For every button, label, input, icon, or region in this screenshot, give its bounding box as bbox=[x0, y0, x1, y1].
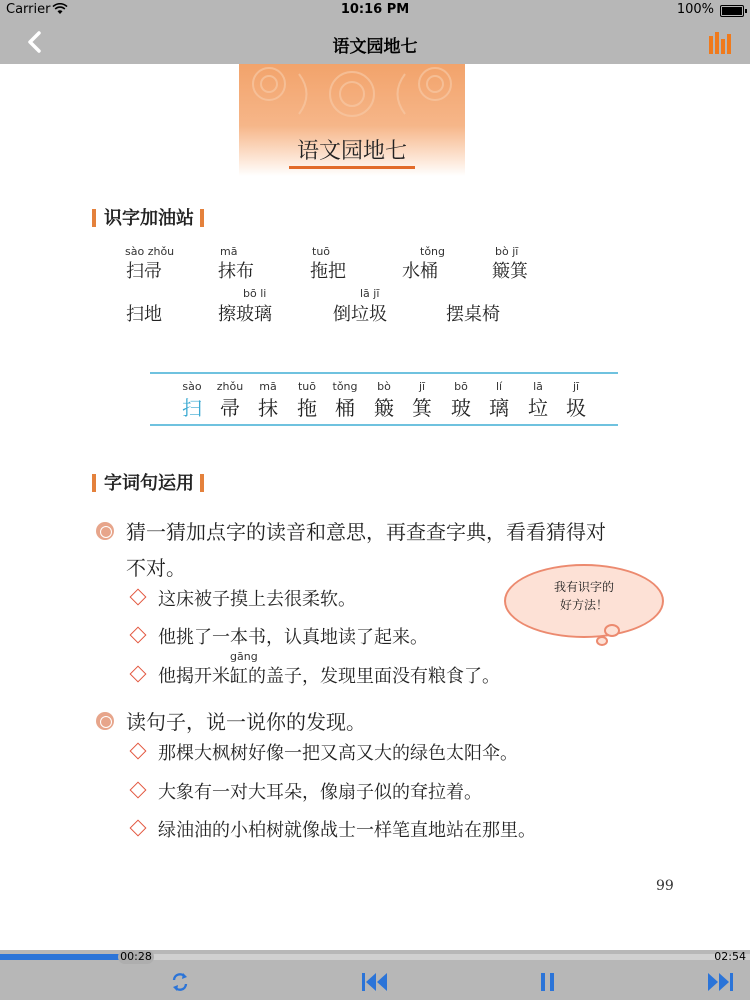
exercise-sentence: 大象有一对大耳朵，像扇子似的耷拉着。 bbox=[158, 782, 482, 803]
heading-bar-left bbox=[92, 209, 96, 227]
exercise-sentence: 绿油油的小柏树就像战士一样笔直地站在那里。 bbox=[158, 820, 536, 841]
banner-pattern bbox=[239, 64, 465, 134]
skip-forward-icon bbox=[705, 968, 735, 996]
bubble-line: 好方法！ bbox=[559, 598, 608, 612]
exercise-sentence: 那棵大枫树好像一把又高又大的绿色太阳伞。 bbox=[158, 743, 518, 764]
carrier-label: Carrier bbox=[6, 2, 51, 17]
word-pinyin: gāng bbox=[230, 650, 258, 663]
word-item: 抹布 bbox=[218, 261, 254, 282]
exercise-number-icon bbox=[96, 522, 114, 540]
pause-icon bbox=[533, 968, 563, 996]
word-pinyin: tǒng bbox=[420, 245, 445, 258]
table-char: 垃 bbox=[528, 396, 548, 420]
progress-knob[interactable]: 00:28 bbox=[118, 950, 154, 964]
section-heading-usage bbox=[86, 469, 212, 495]
heading-bar-left bbox=[92, 474, 96, 492]
diamond-bullet-icon bbox=[130, 627, 147, 644]
word-item: 摆桌椅 bbox=[446, 304, 500, 325]
table-char: 拖 bbox=[297, 396, 317, 420]
diamond-bullet-icon bbox=[130, 820, 147, 837]
table-pinyin: mā bbox=[259, 380, 277, 393]
exercise-sentence: 他挑了一本书，认真地读了起来。 bbox=[158, 627, 428, 648]
table-pinyin: zhǒu bbox=[216, 380, 244, 393]
word-pinyin: lā jī bbox=[360, 287, 380, 300]
heading-bar-right bbox=[200, 209, 204, 227]
exercise-sentence: 他揭开米缸的盖子，发现里面没有粮食了。 bbox=[158, 666, 500, 687]
diamond-bullet-icon bbox=[130, 589, 147, 606]
heading-bar-right bbox=[200, 474, 204, 492]
chapter-title: 语文园地七 bbox=[296, 139, 407, 164]
table-char: 簸 bbox=[374, 396, 394, 420]
table-char: 桶 bbox=[335, 396, 355, 420]
table-pinyin: lí bbox=[495, 380, 503, 393]
word-item: 水桶 bbox=[402, 261, 438, 282]
table-char: 璃 bbox=[489, 396, 509, 420]
table-pinyin: bò bbox=[377, 380, 391, 393]
total-time: 02:54 bbox=[714, 950, 746, 963]
thought-bubble bbox=[504, 564, 664, 638]
battery-percent: 100% bbox=[676, 2, 714, 17]
next-track-button[interactable] bbox=[705, 968, 735, 996]
previous-track-button[interactable] bbox=[360, 968, 390, 996]
bubble-dot bbox=[596, 636, 608, 646]
table-char: 帚 bbox=[220, 396, 240, 420]
bubble-dot bbox=[604, 624, 620, 637]
table-pinyin: jī bbox=[572, 380, 580, 393]
bubble-text bbox=[506, 578, 662, 614]
exercise-prompt-continued: 不对。 bbox=[126, 556, 186, 580]
table-pinyin: lā bbox=[533, 380, 543, 393]
table-char: 抹 bbox=[258, 396, 278, 420]
status-bar bbox=[0, 0, 750, 20]
word-item: 拖把 bbox=[310, 261, 346, 282]
table-pinyin: bō bbox=[454, 380, 468, 393]
bars-icon bbox=[708, 30, 732, 54]
table-top-line bbox=[150, 372, 618, 374]
section-title: 字词句运用 bbox=[104, 473, 194, 494]
audio-list-button[interactable] bbox=[708, 30, 732, 54]
word-pinyin: bò jī bbox=[495, 245, 519, 258]
progress-fill bbox=[0, 954, 120, 960]
playback-progress[interactable] bbox=[0, 950, 750, 964]
exercise-prompt: 读句子，说一说你的发现。 bbox=[126, 710, 366, 734]
word-pinyin: tuō bbox=[312, 245, 331, 258]
diamond-bullet-icon bbox=[130, 743, 147, 760]
table-char: 玻 bbox=[451, 396, 471, 420]
table-char-highlighted: 扫 bbox=[182, 396, 202, 420]
navigation-bar bbox=[0, 20, 750, 64]
word-pinyin: mā bbox=[220, 245, 238, 258]
table-pinyin: tuō bbox=[297, 380, 316, 393]
pause-button[interactable] bbox=[533, 968, 563, 996]
player-controls bbox=[0, 964, 750, 1000]
exercise-sentence: 这床被子摸上去很柔软。 bbox=[158, 589, 356, 610]
repeat-button[interactable] bbox=[165, 968, 195, 996]
title-underline bbox=[289, 166, 415, 169]
exercise-number-icon bbox=[96, 712, 114, 730]
table-bottom-line bbox=[150, 424, 618, 426]
table-char: 圾 bbox=[566, 396, 586, 420]
word-pinyin: sào zhǒu bbox=[125, 245, 175, 258]
bubble-line: 我有识字的 bbox=[553, 580, 614, 594]
word-item: 簸箕 bbox=[492, 261, 528, 282]
section-heading-literacy bbox=[86, 204, 212, 230]
word-item: 扫帚 bbox=[126, 261, 162, 282]
word-pinyin: bō li bbox=[243, 287, 267, 300]
repeat-icon bbox=[165, 968, 195, 996]
chapter-banner bbox=[239, 64, 465, 176]
diamond-bullet-icon bbox=[130, 782, 147, 799]
page-title: 语文园地七 bbox=[332, 37, 418, 57]
textbook-page bbox=[0, 64, 750, 950]
word-item: 倒垃圾 bbox=[333, 304, 387, 325]
table-char: 箕 bbox=[412, 396, 432, 420]
word-item: 扫地 bbox=[126, 304, 162, 325]
section-title: 识字加油站 bbox=[104, 208, 194, 229]
skip-back-icon bbox=[360, 968, 390, 996]
page-number: 99 bbox=[656, 878, 674, 894]
clock: 10:16 PM bbox=[340, 2, 410, 17]
table-pinyin: jī bbox=[418, 380, 426, 393]
table-pinyin: tǒng bbox=[332, 380, 358, 393]
diamond-bullet-icon bbox=[130, 666, 147, 683]
exercise-prompt: 猜一猜加点字的读音和意思，再查查字典，看看猜得对 bbox=[126, 520, 606, 544]
word-item: 擦玻璃 bbox=[218, 304, 272, 325]
battery-icon bbox=[720, 5, 744, 17]
table-pinyin: sào bbox=[182, 380, 202, 393]
